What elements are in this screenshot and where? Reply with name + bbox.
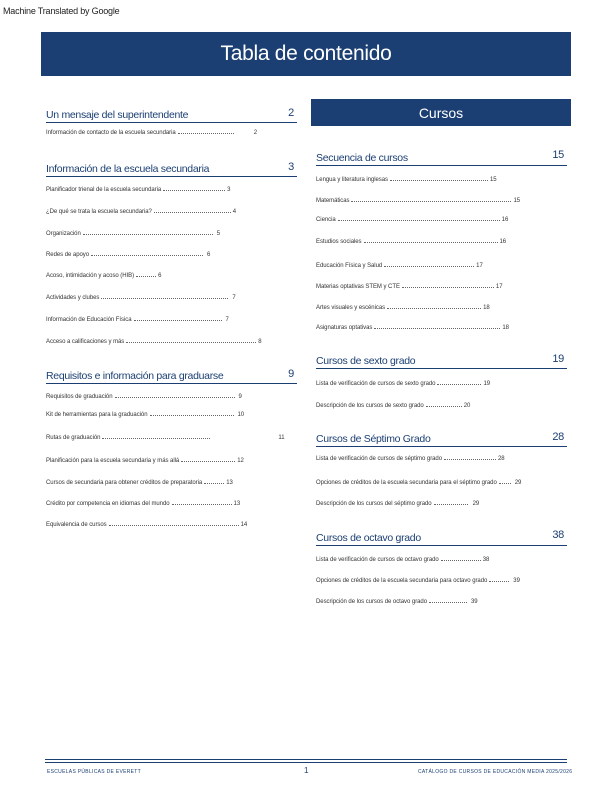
toc-entry-label: Acceso a calificaciones y más	[46, 339, 125, 345]
toc-entry[interactable]	[46, 501, 240, 507]
toc-entry[interactable]	[316, 403, 470, 409]
section-page-number: 9	[288, 368, 294, 380]
toc-entry-label: Equivalencia de cursos	[46, 522, 107, 528]
leader-dots	[499, 482, 511, 484]
section-heading[interactable]	[316, 430, 567, 447]
leader-dots	[204, 482, 224, 484]
toc-entry-page: 5	[216, 231, 221, 237]
toc-entry-label: Lista de verificación de cursos de séptimo grado	[316, 456, 443, 462]
toc-entry[interactable]	[46, 231, 220, 237]
leader-dots	[364, 241, 498, 243]
toc-entry[interactable]	[46, 209, 236, 215]
toc-entry[interactable]	[316, 381, 490, 387]
section-heading[interactable]	[46, 367, 297, 384]
toc-entry-page: 39	[513, 578, 520, 584]
toc-entry-page: 15	[513, 198, 521, 204]
section-eighth-grade	[316, 529, 567, 546]
toc-entry[interactable]	[316, 578, 520, 584]
toc-entry-label: Lengua y literatura inglesas	[316, 177, 388, 183]
toc-entry-label: Opciones de créditos de la escuela secundaria para el séptimo grado	[316, 480, 497, 486]
leader-dots	[384, 265, 474, 267]
page-title: Tabla de contenido	[41, 32, 571, 76]
toc-entry-page: 10	[237, 412, 245, 418]
leader-dots	[434, 503, 468, 505]
toc-entry-label: Estudios sociales	[316, 239, 362, 245]
toc-entry-page: 17	[495, 284, 503, 290]
section-page-number: 2	[288, 107, 294, 119]
toc-entry[interactable]	[46, 317, 229, 323]
leader-dots	[387, 307, 481, 309]
toc-entry-label: Acoso, intimidación y acoso (HIB)	[46, 273, 135, 279]
section-graduation-requirements	[46, 367, 297, 384]
leader-dots	[134, 319, 222, 321]
leader-dots	[402, 286, 494, 288]
leader-dots	[172, 503, 232, 505]
toc-entry-label: Planificación para la escuela secundaria y más allá	[46, 458, 180, 464]
footer-divider	[45, 762, 567, 763]
leader-dots	[126, 341, 256, 343]
toc-entry-page: 8	[258, 339, 262, 345]
leader-dots	[441, 559, 481, 561]
toc-entry-label: Opciones de créditos de la escuela secundaria para octavo grado	[316, 578, 488, 584]
toc-entry-label: Requisitos de graduación	[46, 394, 113, 400]
leader-dots	[374, 327, 500, 329]
toc-entry-page: 13	[233, 501, 241, 507]
toc-entry[interactable]	[316, 177, 497, 183]
section-seventh-grade	[316, 430, 567, 447]
toc-entry[interactable]	[316, 217, 508, 223]
toc-entry-label: Lista de verificación de cursos de octavo grado	[316, 557, 439, 563]
toc-entry-page: 12	[237, 458, 244, 464]
toc-entry-label: Información de Educación Física	[46, 317, 132, 323]
cursos-header: Cursos	[311, 99, 571, 126]
toc-entry[interactable]	[316, 557, 489, 563]
toc-entry[interactable]	[46, 435, 285, 441]
section-title: Cursos de Séptimo Grado	[316, 433, 431, 445]
toc-entry-label: Lista de verificación de cursos de sexto grado	[316, 381, 436, 387]
leader-dots	[154, 211, 231, 213]
toc-entry[interactable]	[316, 239, 506, 245]
toc-entry-page: 29	[472, 501, 480, 507]
toc-entry-page: 13	[226, 480, 233, 486]
section-page-number: 38	[552, 529, 564, 541]
section-page-number: 19	[552, 353, 564, 365]
section-heading[interactable]	[316, 352, 567, 369]
toc-entry-page: 20	[463, 403, 471, 409]
toc-entry[interactable]	[46, 480, 233, 486]
section-heading[interactable]	[46, 106, 297, 123]
toc-entry-label: Organización	[46, 231, 81, 237]
toc-entry[interactable]	[316, 284, 503, 290]
section-title: Un mensaje del superintendente	[46, 109, 189, 121]
toc-entry-label: Materias optativas STEM y CTE	[316, 284, 400, 290]
toc-entry[interactable]	[46, 339, 262, 345]
footer-catalog-title: CATÁLOGO DE CURSOS DE EDUCACIÓN MEDIA 2025/2026	[418, 769, 573, 775]
toc-entry-label: Matemáticas	[316, 198, 350, 204]
section-sixth-grade	[316, 352, 567, 369]
toc-entry-page: 38	[482, 557, 490, 563]
footer-district-name: ESCUELAS PÚBLICAS DE EVERETT	[47, 769, 141, 775]
leader-dots	[91, 254, 203, 256]
toc-entry[interactable]	[46, 130, 257, 136]
toc-entry-page: 2	[253, 130, 257, 136]
leader-dots	[426, 405, 462, 407]
machine-translated-label: Machine Translated by Google	[3, 6, 120, 16]
toc-entry[interactable]	[46, 187, 230, 193]
leader-dots	[178, 132, 234, 134]
toc-entry-page: 17	[476, 263, 483, 269]
toc-entry[interactable]	[316, 305, 490, 311]
toc-entry-page: 3	[227, 187, 231, 193]
toc-entry-page: 29	[514, 480, 522, 486]
toc-entry-page: 7	[232, 295, 236, 301]
toc-entry-page: 16	[501, 217, 509, 223]
leader-dots	[181, 460, 235, 462]
section-school-info	[46, 160, 297, 177]
leader-dots	[83, 233, 213, 235]
toc-entry-label: Crédito por competencia en idiomas del mundo	[46, 501, 170, 507]
toc-entry[interactable]	[46, 458, 244, 464]
toc-entry-label: Rutas de graduación	[46, 435, 101, 441]
section-page-number: 15	[552, 149, 564, 161]
toc-entry-page: 18	[483, 305, 490, 311]
toc-entry-label: Descripción de los cursos de octavo grado	[316, 599, 428, 605]
toc-entry-page: 28	[498, 456, 505, 462]
leader-dots	[101, 297, 228, 299]
leader-dots	[351, 200, 511, 202]
toc-entry[interactable]	[46, 295, 236, 301]
toc-entry-label: Información de contacto de la escuela secundaria	[46, 130, 176, 136]
toc-entry-page: 39	[471, 599, 478, 605]
toc-entry-label: Redes de apoyo	[46, 252, 89, 258]
toc-entry-page: 7	[225, 317, 229, 323]
section-course-sequence	[316, 149, 567, 166]
toc-entry-label: Asignaturas optativas	[316, 325, 373, 331]
section-title: Cursos de octavo grado	[316, 532, 421, 544]
toc-entry-page: 18	[502, 325, 509, 331]
toc-entry-label: Ciencia	[316, 217, 336, 223]
section-heading[interactable]	[316, 529, 567, 546]
toc-entry-label: ¿De qué se trata la escuela secundaria?	[46, 209, 152, 215]
toc-entry[interactable]	[46, 412, 244, 418]
toc-entry-label: Artes visuales y escénicas	[316, 305, 386, 311]
section-heading[interactable]	[316, 149, 567, 166]
toc-entry[interactable]	[46, 522, 247, 528]
section-heading[interactable]	[46, 160, 297, 177]
leader-dots	[109, 524, 239, 526]
toc-entry-page: 6	[207, 252, 211, 258]
leader-dots	[163, 189, 225, 191]
section-page-number: 28	[552, 431, 564, 443]
toc-entry-page: 6	[158, 273, 162, 279]
toc-entry-label: Descripción de los cursos del séptimo grado	[316, 501, 432, 507]
toc-entry-page: 11	[278, 435, 285, 441]
toc-entry[interactable]	[316, 198, 520, 204]
toc-entry-label: Descripción de los cursos de sexto grado	[316, 403, 424, 409]
leader-dots	[150, 414, 234, 416]
section-title: Secuencia de cursos	[316, 152, 408, 164]
toc-entry-page: 16	[499, 239, 507, 245]
toc-entry[interactable]	[316, 599, 478, 605]
toc-entry[interactable]	[316, 480, 521, 486]
toc-entry[interactable]	[316, 501, 479, 507]
section-title: Cursos de sexto grado	[316, 355, 416, 367]
section-title: Información de la escuela secundaria	[46, 163, 210, 175]
leader-dots	[102, 437, 210, 439]
toc-entry[interactable]	[46, 273, 161, 279]
toc-entry-label: Cursos de secundaria para obtener créditos de preparatoria	[46, 480, 203, 486]
leader-dots	[429, 601, 467, 603]
toc-entry-label: Educación Física y Salud	[316, 263, 383, 269]
toc-entry-label: Planificador trienal de la escuela secundaria	[46, 187, 162, 193]
toc-entry[interactable]	[316, 325, 509, 331]
leader-dots	[437, 383, 481, 385]
footer-page-number: 1	[304, 766, 309, 775]
toc-entry-label: Actividades y clubes	[46, 295, 100, 301]
toc-entry-page: 4	[232, 209, 237, 215]
section-superintendent-message	[46, 106, 297, 123]
leader-dots	[338, 219, 500, 221]
toc-entry-page: 19	[483, 381, 491, 387]
toc-entry[interactable]	[46, 394, 242, 400]
leader-dots	[489, 580, 509, 582]
toc-entry-page: 9	[238, 394, 242, 400]
toc-entry-page: 15	[489, 177, 497, 183]
footer-divider	[45, 759, 567, 760]
toc-entry-label: Kit de herramientas para la graduación	[46, 412, 148, 418]
toc-entry[interactable]	[46, 252, 210, 258]
section-page-number: 3	[288, 161, 294, 173]
leader-dots	[115, 396, 235, 398]
leader-dots	[444, 458, 496, 460]
toc-entry-page: 14	[240, 522, 248, 528]
toc-entry[interactable]	[316, 456, 505, 462]
toc-entry[interactable]	[316, 263, 483, 269]
section-title: Requisitos e información para graduarse	[46, 370, 224, 382]
leader-dots	[390, 179, 488, 181]
leader-dots	[136, 275, 156, 277]
